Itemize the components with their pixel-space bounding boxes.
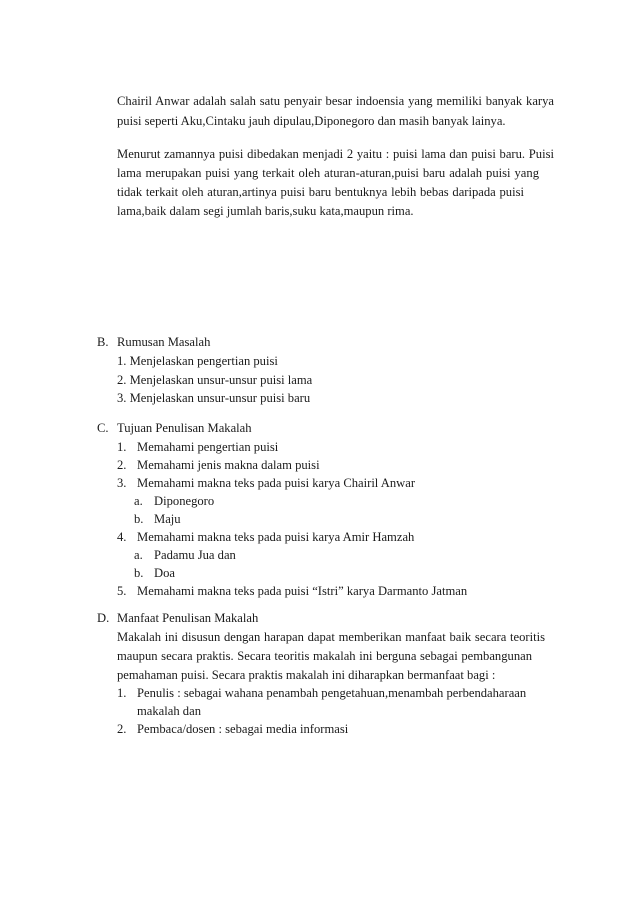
- section-c-marker: C.: [97, 421, 109, 435]
- section-d-item-2-number: 2.: [117, 722, 127, 736]
- section-c-item-3b-letter: b.: [134, 512, 144, 526]
- section-c-heading: Tujuan Penulisan Makalah: [117, 421, 252, 435]
- section-d-marker: D.: [97, 611, 110, 625]
- section-b-item-3: 3. Menjelaskan unsur-unsur puisi baru: [117, 391, 311, 405]
- section-c-item-5-text: Memahami makna teks pada puisi “Istri” karya Darmanto Jatman: [137, 584, 468, 598]
- section-b-item-1: 1. Menjelaskan pengertian puisi: [117, 354, 278, 368]
- section-c-item-1-number: 1.: [117, 440, 127, 454]
- intro-paragraph-2-line-4: lama,baik dalam segi jumlah baris,suku kata,maupun rima.: [117, 204, 414, 218]
- section-b-marker: B.: [97, 335, 109, 349]
- intro-paragraph-1-line-2: puisi seperti Aku,Cintaku jauh dipulau,Diponegoro dan masih banyak lainya.: [117, 114, 506, 128]
- section-c-item-4-text: Memahami makna teks pada puisi karya Amir Hamzah: [137, 530, 415, 544]
- section-c-item-4b-text: Doa: [154, 566, 175, 580]
- section-c-item-2-number: 2.: [117, 458, 127, 472]
- section-d-item-2-text: Pembaca/dosen : sebagai media informasi: [137, 722, 349, 736]
- section-d-heading: Manfaat Penulisan Makalah: [117, 611, 259, 625]
- section-c-item-4a-letter: a.: [134, 548, 143, 562]
- intro-paragraph-2-line-2: lama merupakan puisi yang terkait oleh aturan-aturan,puisi baru adalah puisi yang: [117, 166, 539, 180]
- section-d-paragraph-line-3: pemahaman puisi. Secara praktis makalah ini diharapkan bermanfaat bagi :: [117, 668, 496, 682]
- section-d-item-1-number: 1.: [117, 686, 127, 700]
- section-c-item-3-text: Memahami makna teks pada puisi karya Chairil Anwar: [137, 476, 416, 490]
- section-d-item-1-text: Penulis : sebagai wahana penambah pengetahuan,menambah perbendaharaan: [137, 686, 527, 700]
- section-d-paragraph-line-2: maupun secara praktis. Secara teoritis makalah ini berguna sebagai pembangunan: [117, 649, 532, 663]
- section-c-item-4b-letter: b.: [134, 566, 144, 580]
- section-c-item-5-number: 5.: [117, 584, 127, 598]
- section-c-item-4-number: 4.: [117, 530, 127, 544]
- section-c-item-3a-letter: a.: [134, 494, 143, 508]
- section-d-paragraph-line-1: Makalah ini disusun dengan harapan dapat memberikan manfaat baik secara teoritis: [117, 630, 545, 644]
- section-c-item-3a-text: Diponegoro: [154, 494, 215, 508]
- section-c-item-3-number: 3.: [117, 476, 127, 490]
- intro-paragraph-2-line-3: tidak terkait oleh aturan,artinya puisi baru bentuknya lebih bebas daripada puisi: [117, 185, 524, 199]
- section-c-item-4a-text: Padamu Jua dan: [154, 548, 236, 562]
- section-b-item-2: 2. Menjelaskan unsur-unsur puisi lama: [117, 373, 313, 387]
- section-c-item-2-text: Memahami jenis makna dalam puisi: [137, 458, 320, 472]
- section-c-item-1-text: Memahami pengertian puisi: [137, 440, 279, 454]
- section-d-item-1-continuation: makalah dan: [137, 704, 201, 718]
- intro-paragraph-1-line-1: Chairil Anwar adalah salah satu penyair besar indoensia yang memiliki banyak karya: [117, 94, 554, 108]
- section-c-item-3b-text: Maju: [154, 512, 181, 526]
- intro-paragraph-2-line-1: Menurut zamannya puisi dibedakan menjadi 2 yaitu : puisi lama dan puisi baru. Puisi: [117, 147, 554, 161]
- section-b-heading: Rumusan Masalah: [117, 335, 211, 349]
